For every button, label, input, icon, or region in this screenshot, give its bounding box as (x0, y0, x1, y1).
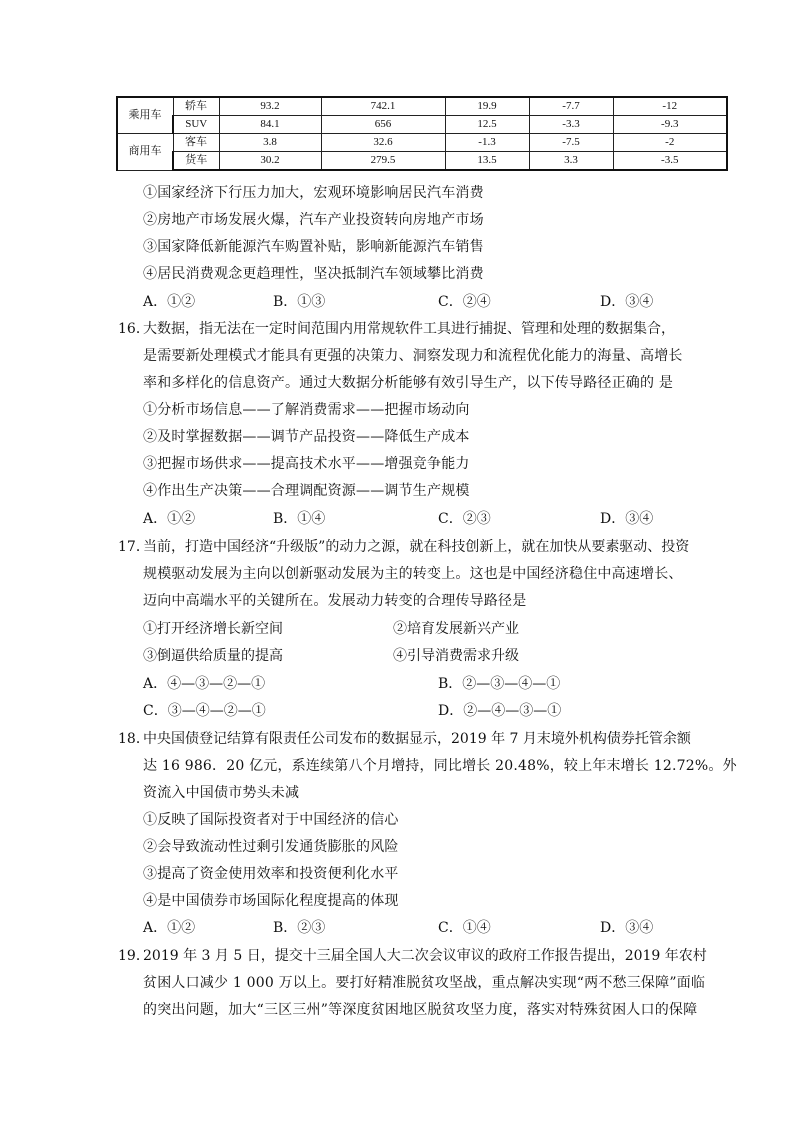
table-cell-type: 客车 (173, 134, 219, 152)
table-cell: -9.3 (613, 116, 727, 134)
table-cell: -3.3 (529, 116, 613, 134)
table-cell: 13.5 (445, 152, 529, 171)
q15-option-d[interactable]: D．③④ (600, 294, 654, 310)
table-cell: 93.2 (219, 97, 321, 116)
q18-option-c[interactable]: C．①④ (438, 920, 491, 936)
q17-option-c[interactable]: C．③—④—②—① (143, 703, 266, 719)
table-cell: 279.5 (321, 152, 445, 171)
q17-stem-text: 当前，打造中国经济“升级版”的动力之源，就在科技创新上，就在加快从要素驱动、投资 (143, 539, 690, 555)
q15-option-b[interactable]: B．①③ (273, 294, 326, 310)
car-sales-table (116, 96, 728, 171)
table-row (117, 116, 727, 134)
table-cell-type: 轿车 (173, 97, 219, 116)
question-number: 19． (118, 948, 150, 964)
q17-stem-line: 迈向中高端水平的关键所在。发展动力转变的合理传导路径是 (143, 593, 527, 609)
q15-item: ③国家降低新能源汽车购置补贴，影响新能源汽车销售 (143, 239, 484, 255)
table-cell: -1.3 (445, 134, 529, 152)
table-cell-type: 货车 (173, 152, 219, 171)
q18-stem-text: 中央国债登记结算有限责任公司发布的数据显示，2019 年 7 月末境外机构债券托管余额 (143, 731, 691, 747)
table-row (117, 152, 727, 171)
question-number: 16． (118, 321, 150, 337)
q16-option-a[interactable]: A．①② (143, 511, 196, 527)
table-cell-type: SUV (173, 116, 219, 134)
table-cell: -7.5 (529, 134, 613, 152)
table-cell-group: 商用车 (117, 134, 173, 171)
table-row (117, 97, 727, 116)
q19-stem-line (118, 943, 707, 970)
q17-stem-line: 规模驱动发展为主向以创新驱动发展为主的转变上。这也是中国经济稳住中高速增长、 (143, 566, 683, 582)
q17-option-b[interactable]: B．②—③—④—① (438, 676, 561, 692)
q15-option-c[interactable]: C．②④ (438, 294, 491, 310)
q17-item: ④引导消费需求升级 (393, 648, 519, 664)
q18-stem-line: 资流入中国债市势头未减 (143, 785, 300, 801)
table-cell: -12 (613, 97, 727, 116)
table-cell: -3.5 (613, 152, 727, 171)
q18-item: ②会导致流动性过剩引发通货膨胀的风险 (143, 839, 399, 855)
q19-stem-text: 2019 年 3 月 5 日，提交十三届全国人大二次会议审议的政府工作报告提出，2019 年农村 (143, 948, 707, 964)
q16-stem-text: 大数据，指无法在一定时间范围内用常规软件工具进行捕捉、管理和处理的数据集合， (143, 321, 675, 337)
table-row (117, 134, 727, 152)
q18-item: ①反映了国际投资者对于中国经济的信心 (143, 812, 399, 828)
table-cell: -2 (613, 134, 727, 152)
question-number: 17． (118, 539, 150, 555)
q18-option-b[interactable]: B．②③ (273, 920, 326, 936)
q15-option-a[interactable]: A．①② (143, 294, 196, 310)
table-cell: 656 (321, 116, 445, 134)
q19-stem-line: 贫困人口减少 1 000 万以上。要打好精准脱贫攻坚战，重点解决实现“两不愁三保障”面临 (143, 975, 706, 991)
q16-item: ③把握市场供求——提高技术水平——增强竞争能力 (143, 456, 470, 472)
table-cell: 32.6 (321, 134, 445, 152)
table-cell: 12.5 (445, 116, 529, 134)
q18-item: ③提高了资金使用效率和投资便利化水平 (143, 866, 399, 882)
table-cell: -7.7 (529, 97, 613, 116)
table-cell: 3.8 (219, 134, 321, 152)
table-cell: 30.2 (219, 152, 321, 171)
q18-stem-line (118, 726, 691, 753)
q16-item: ①分析市场信息——了解消费需求——把握市场动向 (143, 402, 470, 418)
q16-stem-line: 是需要新处理模式才能具有更强的决策力、洞察发现力和流程优化能力的海量、高增长 (143, 348, 683, 364)
q18-option-a[interactable]: A．①② (143, 920, 196, 936)
q16-item: ②及时掌握数据——调节产品投资——降低生产成本 (143, 429, 470, 445)
table-cell-group: 乘用车 (117, 97, 173, 134)
table-cell: 84.1 (219, 116, 321, 134)
q18-item: ④是中国债券市场国际化程度提高的体现 (143, 893, 399, 909)
q17-option-d[interactable]: D．②—④—③—① (438, 703, 562, 719)
q17-option-a[interactable]: A．④—③—②—① (143, 676, 266, 692)
q16-option-d[interactable]: D．③④ (600, 511, 654, 527)
q19-stem-line: 的突出问题，加大“三区三州”等深度贫困地区脱贫攻坚力度，落实对特殊贫困人口的保障 (143, 1002, 698, 1018)
table-cell: 3.3 (529, 152, 613, 171)
q17-item: ①打开经济增长新空间 (143, 621, 283, 637)
q18-stem-line: 达 16 986．20 亿元，系连续第八个月增持，同比增长 20.48%，较上年末增长 12.72%。外 (143, 758, 737, 774)
q15-item: ①国家经济下行压力加大，宏观环境影响居民汽车消费 (143, 185, 484, 201)
q16-stem-line: 率和多样化的信息资产。通过大数据分析能够有效引导生产，以下传导路径正确的 是 (143, 375, 674, 391)
question-number: 18． (118, 731, 150, 747)
q16-item: ④作出生产决策——合理调配资源——调节生产规模 (143, 483, 470, 499)
q17-item: ③倒逼供给质量的提高 (143, 648, 283, 664)
q16-option-c[interactable]: C．②③ (438, 511, 491, 527)
q18-option-d[interactable]: D．③④ (600, 920, 654, 936)
table-cell: 742.1 (321, 97, 445, 116)
q16-stem-line (118, 316, 675, 343)
q15-item: ④居民消费观念更趋理性，坚决抵制汽车领域攀比消费 (143, 266, 484, 282)
q15-item: ②房地产市场发展火爆，汽车产业投资转向房地产市场 (143, 212, 484, 228)
q17-item: ②培育发展新兴产业 (393, 621, 519, 637)
q17-stem-line (118, 534, 689, 561)
table-cell: 19.9 (445, 97, 529, 116)
q16-option-b[interactable]: B．①④ (273, 511, 326, 527)
